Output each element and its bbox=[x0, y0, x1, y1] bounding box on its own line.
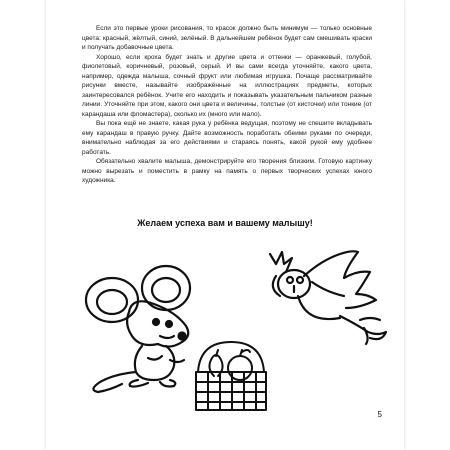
paragraph-4: Обязательно хвалите малыша, демонстрируйте его творения близким. Готовую картинку можно вырезать и поместить в рамку на память о первых творческих успехах юного художника. bbox=[82, 158, 372, 184]
fruit-basket-drawing bbox=[186, 338, 276, 412]
book-page bbox=[46, 0, 404, 450]
paragraph-3: Вы пока ещё не знаете, какая рука у ребёнка ведущая, поэтому не спешите вкладывать ему карандаш в правую ручку. Дайте возможность поработать обеими руками по очереди, внимательно наблюдая за его действиями и стараясь понять, какой рукой ему удобнее работать. bbox=[82, 120, 372, 156]
bird-drawing bbox=[260, 246, 390, 346]
paragraph-2: Хорошо, если кроха будет знать и другие цвета и оттенки — оранжевый, голубой, фиолетовый, коричневый, розовый, серый. И вы сами всегда уточняйте, какого цвета, например, одежда малыша, сочный фрукт или любимая игрушка. Почаще рассматривайте рисунки вместе, называйте изображённые на иллюстрациях предметы, которых заинтересовался ребёнок. Учите его находить и показывать указательным пальчиком разные линии. Уточняйте при этом, какого они цвета и величины, толстые (от кисточки) или тонкие (от карандаша или фломастера), сколько их (много или мало). bbox=[82, 53, 372, 118]
paragraph-1: Если это первые уроки рисования, то красок должно быть минимум — только основные цвета: красный, жёлтый, синий, зелёный. В дальнейшем ребёнок будет сам смешивать краски и получать добавочные цвета. bbox=[82, 25, 372, 51]
body-text bbox=[82, 24, 372, 186]
wish-heading: Желаем успеха вам и вашему малышу! bbox=[137, 218, 313, 228]
page-number: 5 bbox=[377, 410, 382, 419]
